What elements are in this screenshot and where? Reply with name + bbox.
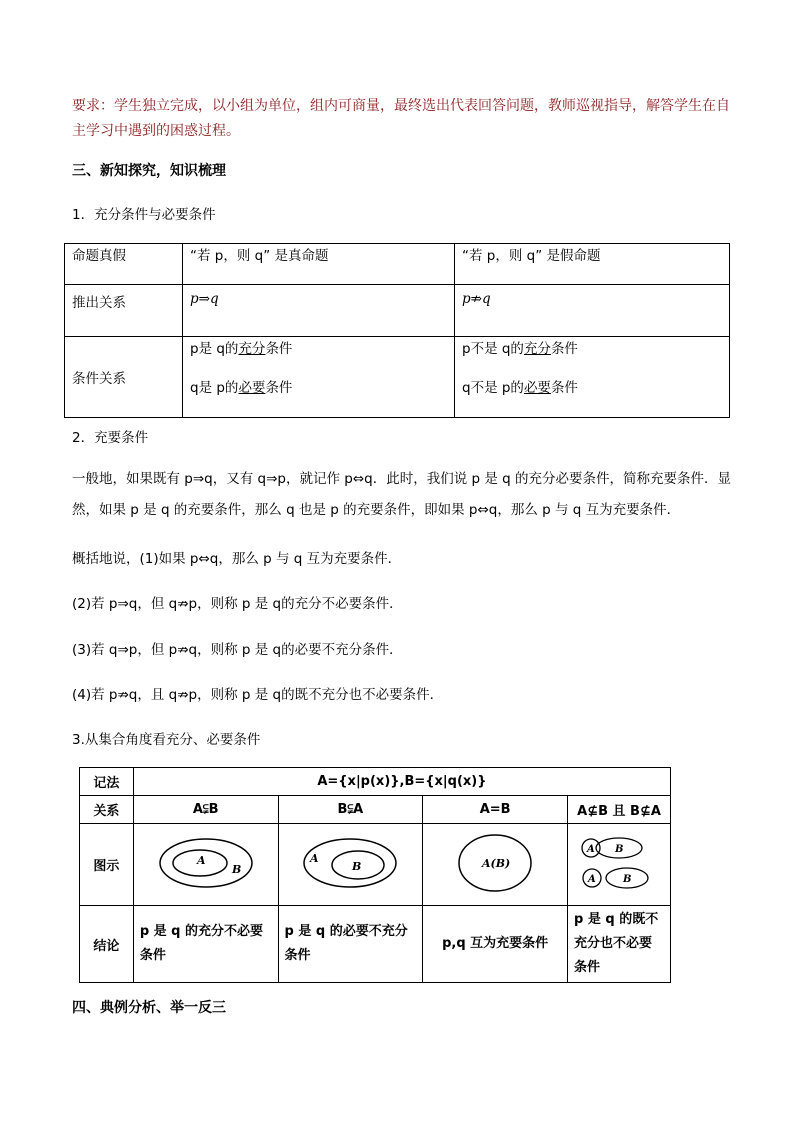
subsection1-heading: 1．充分条件与必要条件: [72, 207, 216, 223]
relation-a-equals-b: A=B: [423, 796, 568, 824]
venn-a-in-b: [133, 824, 278, 906]
requirement-text: 要求：学生独立完成，以小组为单位，组内可商量，最终选出代表回答问题，教师巡视指导，解答学生在自主学习中遇到的困惑过程。: [72, 98, 730, 139]
label-relation: 关系: [80, 796, 134, 824]
svg-text:A: A: [588, 873, 596, 885]
cell-label-condition: 条件关系: [65, 337, 183, 418]
relation-neither: A⊈B 且 B⊈A: [568, 796, 671, 824]
venn-disjoint: [568, 824, 671, 906]
label-diagram: 图示: [80, 824, 134, 906]
conclusion-equivalent: p,q 互为充要条件: [423, 906, 568, 983]
section3-heading: 三、新知探究，知识梳理: [72, 163, 226, 179]
cell-condition-false: p不是 q的充分条件 q不是 p的必要条件: [455, 337, 730, 418]
relation-b-subset-a: B⫋A: [278, 796, 423, 824]
condition-table: [64, 243, 730, 418]
venn-label-a: A: [310, 851, 319, 865]
subsection2-heading: 2．充要条件: [72, 430, 149, 446]
section4-heading: 四、典例分析、举一反三: [72, 1000, 226, 1016]
definition-paragraph: 一般地，如果既有 p⇒q，又有 q⇒p，就记作 p⇔q．此时，我们说 p 是 q 的充分必要条件，简称充要条件．显然，如果 p 是 q 的充要条件，那么 q 也是 p 的充要条件，即如果 p⇔q，那么 p 与 q 互为充要条件．: [72, 471, 732, 518]
label-conclusion: 结论: [80, 906, 134, 983]
cell-label-truth: 命题真假: [65, 244, 183, 285]
summary-line-2: (2)若 p⇒q，但 q⇏p，则称 p 是 q的充分不必要条件．: [72, 596, 403, 612]
notation-value: A={x|p(x)},B={x|q(x)}: [133, 768, 670, 796]
relation-a-subset-b: A⫋B: [133, 796, 278, 824]
subsection3-heading: 3.从集合角度看充分、必要条件: [72, 732, 261, 748]
cell-false-prop: “若 p，则 q” 是假命题: [455, 244, 730, 285]
venn-b-in-a: [278, 824, 423, 906]
conclusion-sufficient: p 是 q 的充分不必要条件: [133, 906, 278, 983]
svg-text:B: B: [615, 843, 624, 855]
conclusion-neither: p 是 q 的既不充分也不必要条件: [568, 906, 671, 983]
cell-not-implies: p⇏q: [455, 285, 730, 337]
svg-text:A: A: [587, 843, 595, 855]
summary-line-4: (4)若 p⇏q，且 q⇏p，则称 p 是 q的既不充分也不必要条件．: [72, 687, 444, 703]
venn-label-a: A: [196, 853, 206, 867]
cell-true-prop: “若 p，则 q” 是真命题: [183, 244, 455, 285]
cell-condition-true: p是 q的充分条件 q是 p的必要条件: [183, 337, 455, 418]
summary-line-3: (3)若 q⇒p，但 p⇏q，则称 p 是 q的必要不充分条件．: [72, 642, 403, 658]
summary-line-1: 概括地说，(1)如果 p⇔q，那么 p 与 q 互为充要条件．: [72, 551, 402, 567]
cell-implies: p⇒q: [183, 285, 455, 337]
label-notation: 记法: [80, 768, 134, 796]
svg-text:B: B: [623, 873, 632, 885]
venn-label-b: B: [352, 859, 362, 873]
set-view-table: [79, 767, 671, 983]
conclusion-necessary: p 是 q 的必要不充分条件: [278, 906, 423, 983]
venn-label-ab: A(B): [482, 856, 511, 870]
venn-label-b: B: [231, 862, 241, 876]
venn-a-equals-b: [423, 824, 568, 906]
cell-label-implication: 推出关系: [65, 285, 183, 337]
